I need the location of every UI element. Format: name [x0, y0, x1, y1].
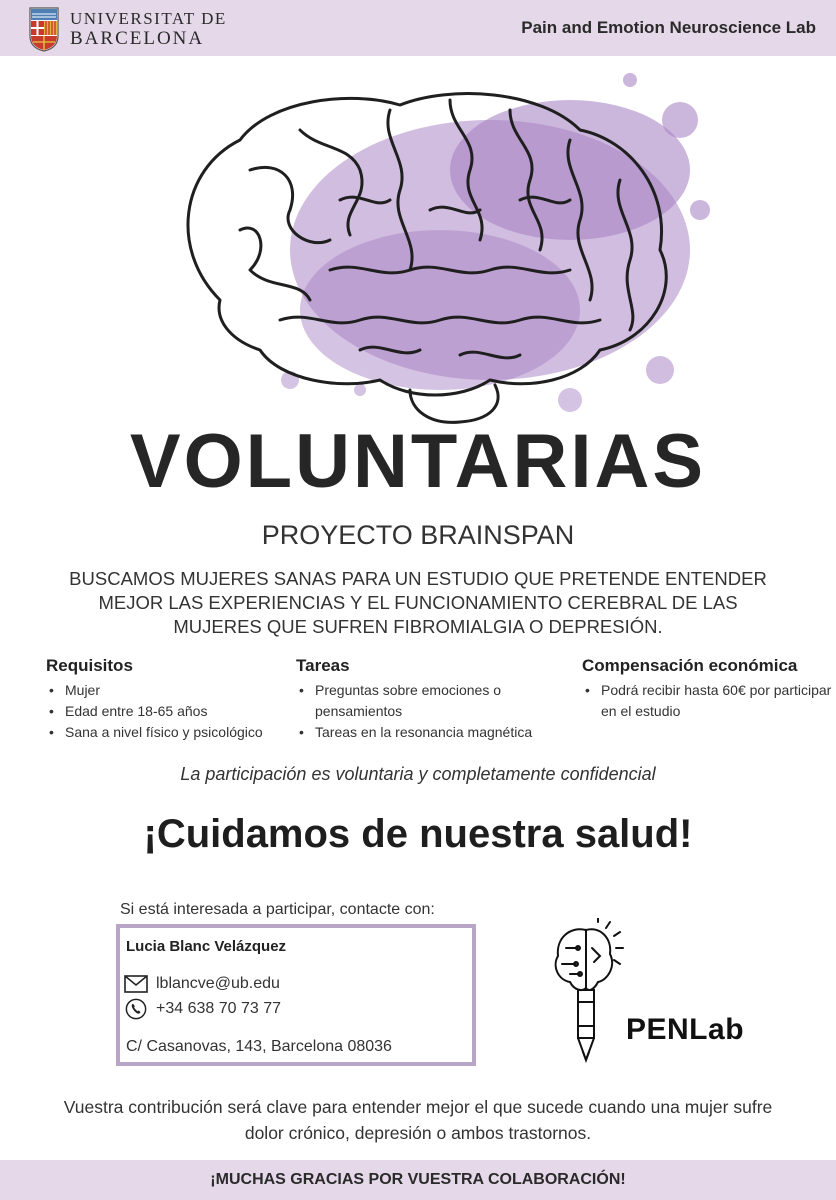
list-item: • Preguntas sobre emociones o pensamientos — [296, 680, 576, 722]
list-item: • Tareas en la resonancia magnética — [296, 722, 576, 743]
intro-line: BUSCAMOS MUJERES SANAS PARA UN ESTUDIO QUE PRETENDE ENTENDER — [69, 568, 767, 589]
intro-line: MUJERES QUE SUFREN FIBROMIALGIA O DEPRESIÓN. — [173, 616, 663, 637]
compensation-list — [582, 680, 832, 722]
tasks-list — [296, 680, 576, 743]
requirements-heading: Requisitos — [46, 656, 133, 675]
contact-name: Lucia Blanc Velázquez — [126, 938, 287, 955]
intro-paragraph — [60, 567, 776, 639]
phone-icon — [124, 998, 148, 1020]
university-shield-icon — [28, 6, 60, 52]
compensation-heading: Compensación económica — [582, 656, 798, 675]
contact-phone-row — [124, 998, 281, 1020]
university-wordmark — [70, 9, 227, 49]
contact-address: C/ Casanovas, 143, Barcelona 08036 — [126, 1038, 392, 1055]
tasks-column — [296, 656, 576, 743]
purple-splash — [281, 73, 710, 412]
intro-line: MEJOR LAS EXPERIENCIAS Y EL FUNCIONAMIENTO CEREBRAL DE LAS — [98, 592, 738, 613]
list-item: • Sana a nivel físico y psicológico — [46, 722, 296, 743]
slogan: ¡Cuidamos de nuestra salud! — [143, 812, 693, 856]
contact-email[interactable]: lblancve@ub.edu — [156, 975, 280, 992]
brain-pencil-icon — [548, 918, 628, 1068]
contact-intro: Si está interesada a participar, contacte con: — [120, 901, 435, 918]
list-item: • Mujer — [46, 680, 296, 701]
envelope-icon — [124, 975, 148, 993]
closing-line: dolor crónico, depresión o ambos trastornos. — [244, 1123, 592, 1143]
closing-line: Vuestra contribución será clave para entender mejor el que sucede cuando una mujer sufre — [63, 1097, 773, 1117]
university-logo — [28, 6, 227, 52]
page-title: VOLUNTARIAS — [129, 419, 707, 504]
contact-phone[interactable]: +34 638 70 73 77 — [156, 1000, 282, 1017]
header-band — [0, 0, 836, 56]
penlab-wordmark: PENLab — [626, 1013, 745, 1046]
contact-box — [116, 924, 476, 1066]
tasks-heading: Tareas — [296, 656, 350, 675]
requirements-column — [46, 656, 296, 743]
university-line2: BARCELONA — [70, 28, 205, 49]
confidentiality-note: La participación es voluntaria y completamente confidencial — [180, 764, 656, 784]
contact-email-row — [124, 975, 280, 993]
requirements-list — [46, 680, 296, 743]
footer-thanks: ¡MUCHAS GRACIAS POR VUESTRA COLABORACIÓN! — [0, 1160, 836, 1200]
closing-paragraph — [30, 1094, 806, 1146]
brain-icon — [160, 50, 720, 430]
project-subtitle: PROYECTO BRAINSPAN — [261, 520, 575, 550]
list-item: • Podrá recibir hasta 60€ por participar en el estudio — [582, 680, 832, 722]
list-item: • Edad entre 18-65 años — [46, 701, 296, 722]
lab-title: Pain and Emotion Neuroscience Lab — [521, 18, 816, 37]
compensation-column — [582, 656, 832, 722]
university-line1: UNIVERSITAT DE — [70, 9, 227, 28]
